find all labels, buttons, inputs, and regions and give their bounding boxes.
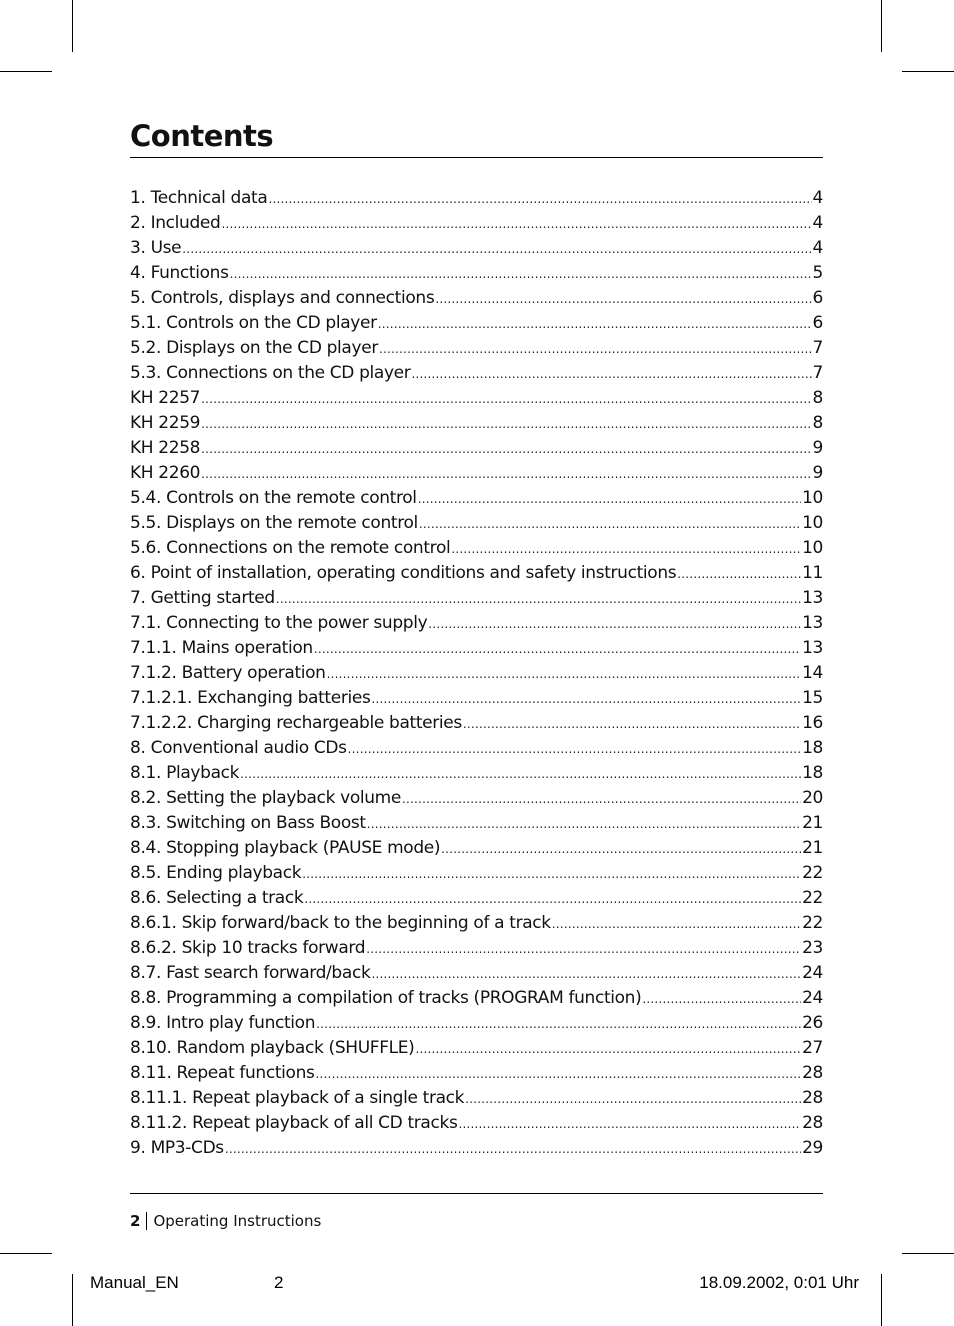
crop-mark (72, 0, 73, 52)
toc-entry-page: 10 (802, 538, 823, 558)
footer-page-number: 2 (130, 1212, 141, 1230)
toc-entry (130, 686, 823, 711)
toc-entry (130, 1061, 823, 1086)
toc-entry (130, 586, 823, 611)
toc-entry-title: KH 2259 (130, 413, 201, 433)
toc-leader-dots (314, 637, 801, 662)
crop-mark (902, 1253, 954, 1254)
toc-leader-dots (201, 412, 811, 437)
toc-entry-page: 24 (802, 963, 823, 983)
toc-entry-page: 6 (812, 288, 823, 308)
toc-entry-page: 22 (802, 863, 823, 883)
toc-entry-page: 13 (802, 588, 823, 608)
toc-entry (130, 736, 823, 761)
toc-leader-dots (441, 837, 801, 862)
toc-entry-title: 8.9. Intro play function (130, 1013, 316, 1033)
toc-entry (130, 986, 823, 1011)
toc-entry-title: 5.5. Displays on the remote control (130, 513, 418, 533)
toc-leader-dots (201, 387, 811, 412)
toc-leader-dots (182, 237, 811, 262)
toc-entry (130, 1036, 823, 1061)
toc-entry-page: 5 (812, 263, 823, 283)
toc-entry (130, 961, 823, 986)
toc-leader-dots (458, 1112, 801, 1137)
toc-entry (130, 511, 823, 536)
toc-entry-title: 4. Functions (130, 263, 229, 283)
toc-entry-page: 21 (802, 838, 823, 858)
toc-entry (130, 1086, 823, 1111)
toc-entry (130, 336, 823, 361)
toc-entry-title: 5.6. Connections on the remote control (130, 538, 451, 558)
toc-leader-dots (451, 537, 801, 562)
toc-entry (130, 411, 823, 436)
toc-entry (130, 536, 823, 561)
toc-leader-dots (552, 912, 801, 937)
toc-leader-dots (316, 1012, 801, 1037)
table-of-contents (130, 186, 823, 1161)
toc-entry-title: 7.1.2.2. Charging rechargeable batteries (130, 713, 462, 733)
footer-separator (146, 1212, 147, 1230)
toc-entry-title: 8.11. Repeat functions (130, 1063, 315, 1083)
toc-entry-page: 22 (802, 888, 823, 908)
crop-mark (881, 1274, 882, 1326)
toc-entry (130, 786, 823, 811)
toc-entry-page: 28 (802, 1088, 823, 1108)
toc-entry-page: 6 (812, 313, 823, 333)
toc-leader-dots (201, 462, 811, 487)
crop-mark (72, 1274, 73, 1326)
toc-entry-page: 9 (812, 438, 823, 458)
toc-entry-page: 9 (812, 463, 823, 483)
toc-entry (130, 811, 823, 836)
toc-leader-dots (348, 737, 801, 762)
toc-entry (130, 1136, 823, 1161)
toc-entry-title: 8.3. Switching on Bass Boost (130, 813, 366, 833)
toc-entry (130, 936, 823, 961)
toc-leader-dots (276, 587, 801, 612)
toc-entry-title: 8.7. Fast search forward/back (130, 963, 371, 983)
toc-entry-page: 21 (802, 813, 823, 833)
toc-leader-dots (418, 487, 801, 512)
toc-leader-dots (221, 212, 811, 237)
toc-entry-title: 5. Controls, displays and connections (130, 288, 435, 308)
footer-rule (130, 1193, 823, 1194)
toc-entry-page: 24 (802, 988, 823, 1008)
toc-entry (130, 1111, 823, 1136)
toc-entry-title: 8.6. Selecting a track (130, 888, 304, 908)
toc-entry (130, 186, 823, 211)
toc-entry (130, 761, 823, 786)
crop-mark (881, 0, 882, 52)
toc-entry (130, 861, 823, 886)
toc-entry-title: 5.3. Connections on the CD player (130, 363, 411, 383)
toc-entry (130, 886, 823, 911)
title-rule (130, 157, 823, 158)
toc-entry-page: 7 (812, 363, 823, 383)
toc-entry (130, 611, 823, 636)
toc-entry-page: 29 (802, 1138, 823, 1158)
toc-entry-title: 8.6.1. Skip forward/back to the beginning of a track (130, 913, 551, 933)
toc-leader-dots (327, 662, 801, 687)
toc-entry-page: 7 (812, 338, 823, 358)
toc-entry-page: 10 (802, 513, 823, 533)
toc-entry-page: 14 (802, 663, 823, 683)
toc-leader-dots (428, 612, 801, 637)
slug-file: Manual_EN (90, 1273, 179, 1292)
toc-entry-title: 7.1. Connecting to the power supply (130, 613, 428, 633)
toc-entry-title: 5.1. Controls on the CD player (130, 313, 377, 333)
toc-entry-title: 8.11.2. Repeat playback of all CD tracks (130, 1113, 458, 1133)
toc-leader-dots (230, 262, 812, 287)
toc-leader-dots (366, 937, 801, 962)
toc-entry-title: 8.1. Playback (130, 763, 240, 783)
toc-leader-dots (240, 762, 801, 787)
toc-leader-dots (371, 687, 801, 712)
toc-entry-page: 15 (802, 688, 823, 708)
toc-leader-dots (304, 887, 801, 912)
toc-entry-page: 4 (812, 188, 823, 208)
toc-leader-dots (463, 712, 801, 737)
toc-leader-dots (642, 987, 801, 1012)
toc-entry (130, 1011, 823, 1036)
toc-entry-title: 8.10. Random playback (SHUFFLE) (130, 1038, 415, 1058)
toc-entry-title: KH 2260 (130, 463, 201, 483)
toc-entry-page: 28 (802, 1113, 823, 1133)
toc-entry-page: 4 (812, 213, 823, 233)
toc-entry-title: 7.1.2. Battery operation (130, 663, 326, 683)
toc-leader-dots (402, 787, 801, 812)
crop-mark (0, 1253, 52, 1254)
toc-entry (130, 436, 823, 461)
toc-entry-page: 26 (802, 1013, 823, 1033)
toc-entry (130, 236, 823, 261)
toc-leader-dots (411, 362, 811, 387)
toc-entry (130, 911, 823, 936)
toc-entry-page: 18 (802, 738, 823, 758)
toc-entry-page: 16 (802, 713, 823, 733)
toc-entry (130, 461, 823, 486)
toc-entry-title: 8.11.1. Repeat playback of a single track (130, 1088, 465, 1108)
toc-entry-page: 10 (802, 488, 823, 508)
toc-leader-dots (367, 812, 801, 837)
toc-entry-title: 8.6.2. Skip 10 tracks forward (130, 938, 366, 958)
toc-entry-page: 20 (802, 788, 823, 808)
toc-leader-dots (465, 1087, 801, 1112)
toc-entry-title: 8.2. Setting the playback volume (130, 788, 401, 808)
toc-entry-title: 3. Use (130, 238, 182, 258)
toc-entry-title: KH 2258 (130, 438, 201, 458)
page-title: Contents (130, 119, 274, 153)
toc-entry-page: 27 (802, 1038, 823, 1058)
toc-entry-page: 4 (812, 238, 823, 258)
footer-label: Operating Instructions (153, 1212, 322, 1230)
toc-entry-page: 28 (802, 1063, 823, 1083)
toc-leader-dots (201, 437, 811, 462)
toc-entry-title: 6. Point of installation, operating conditions and safety instructions (130, 563, 677, 583)
toc-entry-title: 7.1.1. Mains operation (130, 638, 313, 658)
toc-entry-page: 22 (802, 913, 823, 933)
toc-leader-dots (435, 287, 811, 312)
toc-entry-page: 8 (812, 413, 823, 433)
toc-entry-title: 8.4. Stopping playback (PAUSE mode) (130, 838, 441, 858)
toc-entry (130, 486, 823, 511)
toc-leader-dots (268, 187, 811, 212)
toc-entry (130, 211, 823, 236)
toc-entry-title: 5.4. Controls on the remote control (130, 488, 417, 508)
crop-mark (0, 71, 52, 72)
toc-leader-dots (415, 1037, 801, 1062)
toc-entry-title: 5.2. Displays on the CD player (130, 338, 378, 358)
toc-leader-dots (371, 962, 801, 987)
toc-entry (130, 311, 823, 336)
toc-entry (130, 711, 823, 736)
toc-entry-page: 8 (812, 388, 823, 408)
toc-leader-dots (225, 1137, 801, 1162)
toc-entry-title: 7. Getting started (130, 588, 275, 608)
toc-leader-dots (302, 862, 801, 887)
toc-entry (130, 261, 823, 286)
toc-entry-title: 8.5. Ending playback (130, 863, 302, 883)
toc-leader-dots (419, 512, 801, 537)
toc-entry (130, 636, 823, 661)
toc-entry-page: 13 (802, 638, 823, 658)
toc-entry-title: 8.8. Programming a compilation of tracks (PROGRAM function) (130, 988, 642, 1008)
toc-entry-title: 9. MP3-CDs (130, 1138, 224, 1158)
toc-entry-page: 23 (802, 938, 823, 958)
crop-mark (902, 71, 954, 72)
toc-entry-title: 8. Conventional audio CDs (130, 738, 347, 758)
toc-entry-title: 2. Included (130, 213, 221, 233)
toc-entry-page: 13 (802, 613, 823, 633)
toc-entry-title: 7.1.2.1. Exchanging batteries (130, 688, 371, 708)
toc-leader-dots (379, 337, 812, 362)
toc-entry (130, 386, 823, 411)
page-footer (130, 1211, 321, 1231)
toc-leader-dots (378, 312, 812, 337)
toc-entry-page: 18 (802, 763, 823, 783)
toc-leader-dots (677, 562, 801, 587)
toc-entry-title: 1. Technical data (130, 188, 268, 208)
slug-timestamp: 18.09.2002, 0:01 Uhr (699, 1273, 859, 1292)
toc-entry (130, 661, 823, 686)
toc-entry (130, 361, 823, 386)
toc-entry (130, 836, 823, 861)
toc-entry-title: KH 2257 (130, 388, 201, 408)
toc-entry-page: 11 (802, 563, 823, 583)
toc-leader-dots (316, 1062, 802, 1087)
slug-page: 2 (274, 1273, 284, 1292)
toc-entry (130, 286, 823, 311)
toc-entry (130, 561, 823, 586)
